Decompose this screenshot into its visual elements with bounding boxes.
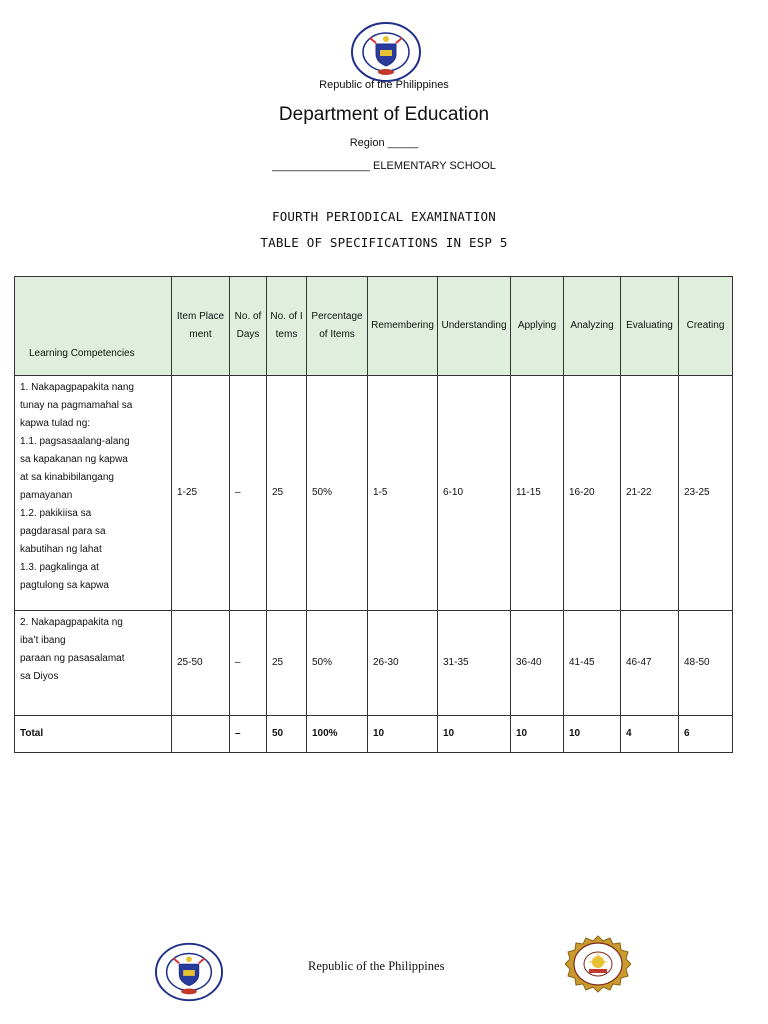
header-analyzing: Analyzing [564, 277, 621, 376]
competency-line: 1.3. pagkalinga at [20, 562, 99, 573]
school-line: ________________ ELEMENTARY SCHOOL [272, 160, 496, 172]
table-header-row [15, 277, 733, 376]
items-cell: 25 [267, 611, 307, 716]
header-evaluating: Evaluating [621, 277, 679, 376]
total-understanding-cell: 10 [438, 716, 511, 753]
footer-republic: Republic of the Philippines [308, 959, 445, 973]
table-row [15, 376, 733, 611]
deped-seal-logo [350, 22, 422, 82]
days-cell: – [230, 376, 267, 611]
competency-line: iba’t ibang [20, 635, 66, 646]
analyzing-cell: 41-45 [564, 611, 621, 716]
republic-heading: Republic of the Philippines [319, 79, 449, 91]
header-percentage: Percentage of Items [307, 277, 368, 376]
region-line: Region _____ [349, 137, 419, 149]
items-cell: 25 [267, 376, 307, 611]
competency-line: sa Diyos [20, 671, 59, 682]
competency-line: pagtulong sa kapwa [20, 580, 109, 591]
placement-cell: 25-50 [172, 611, 230, 716]
total-placement-cell [172, 716, 230, 753]
header-understanding: Understanding [438, 277, 511, 376]
competency-line: pamayanan [20, 490, 73, 501]
specification-table [14, 276, 733, 753]
total-items-cell: 50 [267, 716, 307, 753]
table-row [15, 611, 733, 716]
competency-line: 2. Nakapagpapakita ng [20, 617, 123, 628]
creating-cell: 23-25 [679, 376, 733, 611]
competency-line: paraan ng pasasalamat [20, 653, 125, 664]
competency-cell [15, 611, 172, 716]
deped-seal-logo-footer [154, 942, 224, 1002]
creating-cell: 48-50 [679, 611, 733, 716]
understanding-cell: 6-10 [438, 376, 511, 611]
total-creating-cell: 6 [679, 716, 733, 753]
total-row [15, 716, 733, 753]
days-cell: – [230, 611, 267, 716]
competency-line: kapwa tulad ng: [20, 418, 91, 429]
header-items: No. of Items [267, 277, 307, 376]
header-applying: Applying [511, 277, 564, 376]
remembering-cell: 1-5 [368, 376, 438, 611]
competency-line: pagdarasal para sa [20, 526, 106, 537]
total-label: Total [15, 716, 172, 753]
competency-line: 1.2. pakikiisa sa [20, 508, 92, 519]
exam-title: FOURTH PERIODICAL EXAMINATION [271, 209, 497, 224]
school-seal-logo [565, 935, 631, 993]
total-evaluating-cell: 4 [621, 716, 679, 753]
analyzing-cell: 16-20 [564, 376, 621, 611]
total-percentage-cell: 100% [307, 716, 368, 753]
exam-subtitle: TABLE OF SPECIFICATIONS IN ESP 5 [260, 235, 508, 250]
header-item-placement: Item Placement [172, 277, 230, 376]
competency-cell [15, 376, 172, 611]
applying-cell: 11-15 [511, 376, 564, 611]
evaluating-cell: 46-47 [621, 611, 679, 716]
total-remembering-cell: 10 [368, 716, 438, 753]
evaluating-cell: 21-22 [621, 376, 679, 611]
competency-line: sa kapakanan ng kapwa [20, 454, 128, 465]
header-remembering: Remembering [368, 277, 438, 376]
competency-line: kabutihan ng lahat [20, 544, 102, 555]
header-creating: Creating [679, 277, 733, 376]
applying-cell: 36-40 [511, 611, 564, 716]
total-days-cell: – [230, 716, 267, 753]
competency-line: 1. Nakapagpapakita nang [20, 382, 134, 393]
competency-line: tunay na pagmamahal sa [20, 400, 133, 411]
competency-line: 1.1. pagsasaalang-alang [20, 436, 130, 447]
total-analyzing-cell: 10 [564, 716, 621, 753]
understanding-cell: 31-35 [438, 611, 511, 716]
competency-line: at sa kinabibilangang [20, 472, 114, 483]
placement-cell: 1-25 [172, 376, 230, 611]
header-learning-competencies: Learning Competencies [15, 277, 172, 376]
percentage-cell: 50% [307, 376, 368, 611]
percentage-cell: 50% [307, 611, 368, 716]
header-days: No. of Days [230, 277, 267, 376]
department-heading: Department of Education [278, 104, 490, 125]
total-applying-cell: 10 [511, 716, 564, 753]
remembering-cell: 26-30 [368, 611, 438, 716]
